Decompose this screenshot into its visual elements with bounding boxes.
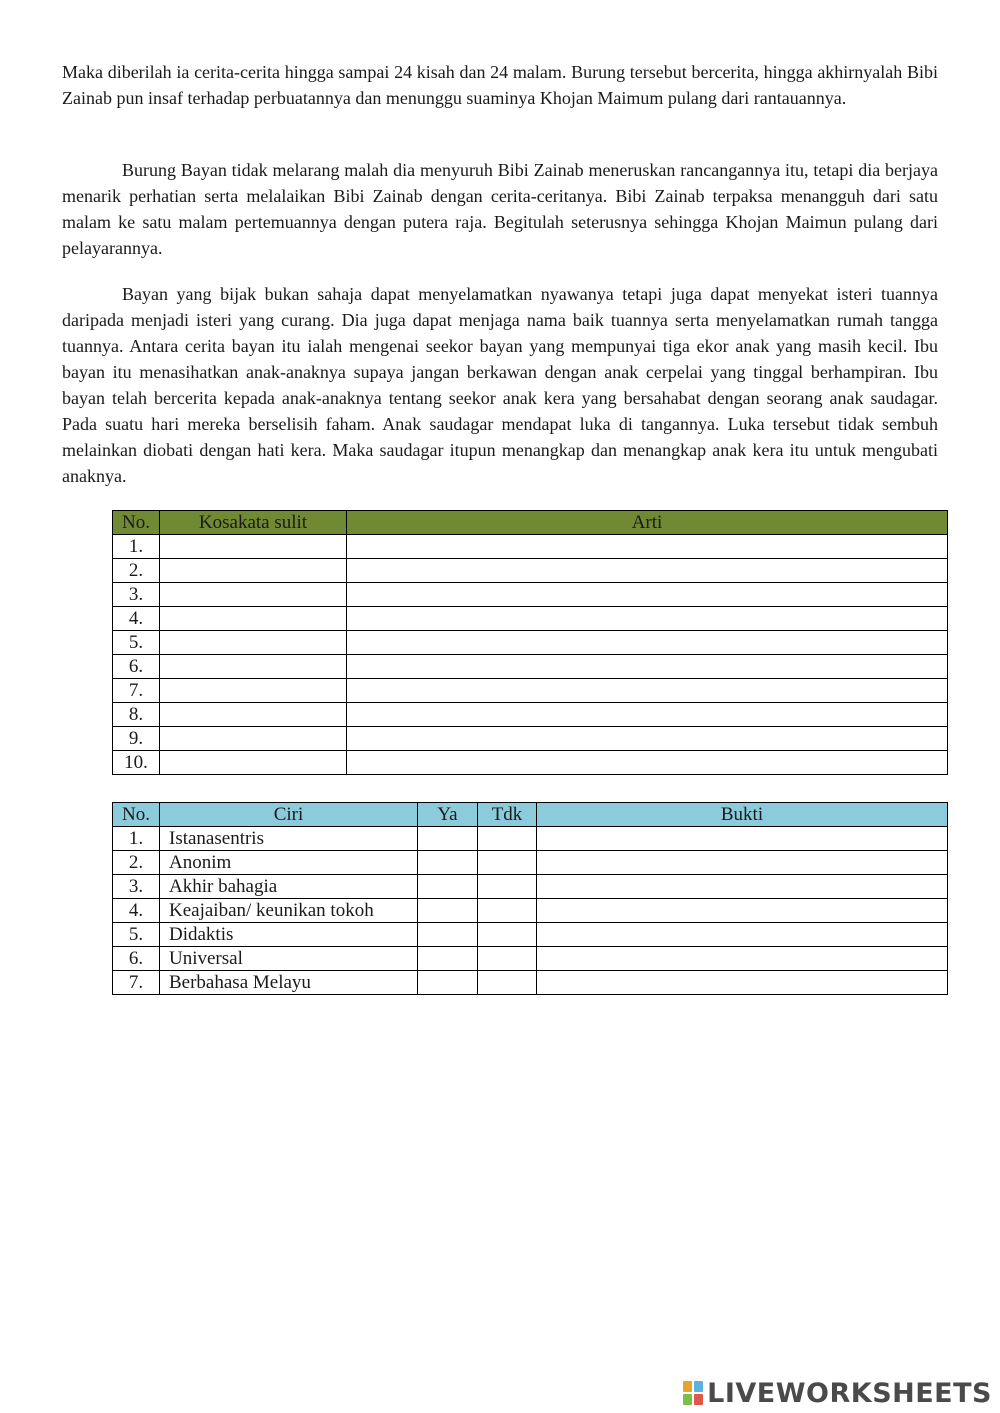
ya-cell[interactable]	[418, 875, 478, 899]
paragraph-text: Maka diberilah ia cerita-cerita hingga sampai 24 kisah dan 24 malam. Burung tersebut bercerita, hingga akhirnyalah Bibi Zainab pun insaf terhadap perbuatannya dan menunggu suaminya Khojan Maimum pulang dari rantauannya.	[62, 62, 938, 108]
table-row	[113, 751, 948, 775]
header-no: No.	[113, 511, 160, 535]
kosakata-cell[interactable]	[160, 583, 347, 607]
tdk-cell[interactable]	[478, 851, 537, 875]
vocabulary-table	[112, 510, 948, 775]
row-number: 6.	[113, 947, 160, 971]
bukti-cell[interactable]	[537, 827, 948, 851]
arti-cell[interactable]	[347, 631, 948, 655]
row-number: 6.	[113, 655, 160, 679]
passage-paragraph-1	[62, 59, 938, 111]
bukti-cell[interactable]	[537, 875, 948, 899]
row-number: 1.	[113, 535, 160, 559]
ya-cell[interactable]	[418, 899, 478, 923]
bukti-cell[interactable]	[537, 899, 948, 923]
row-number: 5.	[113, 631, 160, 655]
arti-cell[interactable]	[347, 535, 948, 559]
kosakata-cell[interactable]	[160, 655, 347, 679]
logo-tile	[694, 1394, 703, 1405]
table-row	[113, 971, 948, 995]
arti-cell[interactable]	[347, 607, 948, 631]
ciri-cell: Keajaiban/ keunikan tokoh	[160, 899, 418, 923]
ciri-cell: Berbahasa Melayu	[160, 971, 418, 995]
row-number: 4.	[113, 607, 160, 631]
vocabulary-table-header	[113, 511, 948, 535]
kosakata-cell[interactable]	[160, 607, 347, 631]
ya-cell[interactable]	[418, 923, 478, 947]
tdk-cell[interactable]	[478, 971, 537, 995]
header-bukti: Bukti	[537, 803, 948, 827]
kosakata-cell[interactable]	[160, 631, 347, 655]
liveworksheets-logo-icon	[683, 1381, 703, 1405]
tdk-cell[interactable]	[478, 827, 537, 851]
kosakata-cell[interactable]	[160, 535, 347, 559]
table-row	[113, 851, 948, 875]
bukti-cell[interactable]	[537, 947, 948, 971]
table-row	[113, 899, 948, 923]
tdk-cell[interactable]	[478, 923, 537, 947]
bukti-cell[interactable]	[537, 851, 948, 875]
ciri-table	[112, 802, 948, 995]
table-row	[113, 703, 948, 727]
table-row	[113, 947, 948, 971]
liveworksheets-watermark	[683, 1376, 992, 1410]
header-ya: Ya	[418, 803, 478, 827]
row-number: 3.	[113, 583, 160, 607]
kosakata-cell[interactable]	[160, 751, 347, 775]
table-row	[113, 727, 948, 751]
arti-cell[interactable]	[347, 679, 948, 703]
arti-cell[interactable]	[347, 655, 948, 679]
logo-tile	[683, 1381, 692, 1392]
arti-cell[interactable]	[347, 559, 948, 583]
watermark-text: LIVEWORKSHEETS	[707, 1377, 992, 1409]
tdk-cell[interactable]	[478, 899, 537, 923]
paragraph-text: Bayan yang bijak bukan sahaja dapat menyelamatkan nyawanya tetapi juga dapat menyekat isteri tuannya daripada menjadi isteri yang curang. Dia juga dapat menjaga nama baik tuannya serta menyelamatkan rumah tangga tuannya. Antara cerita bayan itu ialah mengenai seekor bayan yang mempunyai tiga ekor anak yang masih kecil. Ibu bayan itu menasihatkan anak-anaknya supaya jangan berkawan dengan anak cerpelai yang tinggal berhampiran. Ibu bayan telah bercerita kepada anak-anaknya tentang seekor anak kera yang bersahabat dengan seorang anak saudagar. Pada suatu hari mereka berselisih faham. Anak saudagar mendapat luka di tangannya. Luka tersebut tidak sembuh melainkan diobati dengan hati kera. Maka saudagar itupun menangkap dan menangkap anak kera itu untuk mengubati anaknya.	[62, 284, 938, 486]
table-row	[113, 631, 948, 655]
row-number: 8.	[113, 703, 160, 727]
kosakata-cell[interactable]	[160, 679, 347, 703]
kosakata-cell[interactable]	[160, 727, 347, 751]
arti-cell[interactable]	[347, 751, 948, 775]
ciri-cell: Didaktis	[160, 923, 418, 947]
ciri-cell: Universal	[160, 947, 418, 971]
header-ciri: Ciri	[160, 803, 418, 827]
ciri-cell: Anonim	[160, 851, 418, 875]
tdk-cell[interactable]	[478, 947, 537, 971]
kosakata-cell[interactable]	[160, 559, 347, 583]
row-number: 4.	[113, 899, 160, 923]
passage-paragraph-2	[62, 157, 938, 261]
table-row	[113, 535, 948, 559]
header-kosakata-sulit: Kosakata sulit	[160, 511, 347, 535]
table-row	[113, 559, 948, 583]
row-number: 10.	[113, 751, 160, 775]
table-row	[113, 923, 948, 947]
ya-cell[interactable]	[418, 947, 478, 971]
ciri-table-header	[113, 803, 948, 827]
header-tdk: Tdk	[478, 803, 537, 827]
logo-tile	[683, 1394, 692, 1405]
bukti-cell[interactable]	[537, 971, 948, 995]
table-row	[113, 827, 948, 851]
table-row	[113, 875, 948, 899]
table-row	[113, 655, 948, 679]
ciri-cell: Akhir bahagia	[160, 875, 418, 899]
logo-tile	[694, 1381, 703, 1392]
table-row	[113, 583, 948, 607]
ciri-cell: Istanasentris	[160, 827, 418, 851]
kosakata-cell[interactable]	[160, 703, 347, 727]
arti-cell[interactable]	[347, 727, 948, 751]
arti-cell[interactable]	[347, 583, 948, 607]
header-arti: Arti	[347, 511, 948, 535]
table-row	[113, 679, 948, 703]
paragraph-text: Burung Bayan tidak melarang malah dia menyuruh Bibi Zainab meneruskan rancangannya itu, tetapi dia berjaya menarik perhatian serta melalaikan Bibi Zainab dengan cerita-ceritanya. Bibi Zainab terpaksa menangguh dari satu malam ke satu malam pertemuannya dengan putera raja. Begitulah seterusnya sehingga Khojan Maimun pulang dari pelayarannya.	[62, 160, 938, 258]
row-number: 3.	[113, 875, 160, 899]
passage-paragraph-3	[62, 281, 938, 489]
bukti-cell[interactable]	[537, 923, 948, 947]
ya-cell[interactable]	[418, 971, 478, 995]
ya-cell[interactable]	[418, 827, 478, 851]
row-number: 2.	[113, 851, 160, 875]
ya-cell[interactable]	[418, 851, 478, 875]
row-number: 1.	[113, 827, 160, 851]
header-no: No.	[113, 803, 160, 827]
table-row	[113, 607, 948, 631]
row-number: 7.	[113, 971, 160, 995]
row-number: 2.	[113, 559, 160, 583]
tdk-cell[interactable]	[478, 875, 537, 899]
row-number: 9.	[113, 727, 160, 751]
row-number: 7.	[113, 679, 160, 703]
arti-cell[interactable]	[347, 703, 948, 727]
row-number: 5.	[113, 923, 160, 947]
